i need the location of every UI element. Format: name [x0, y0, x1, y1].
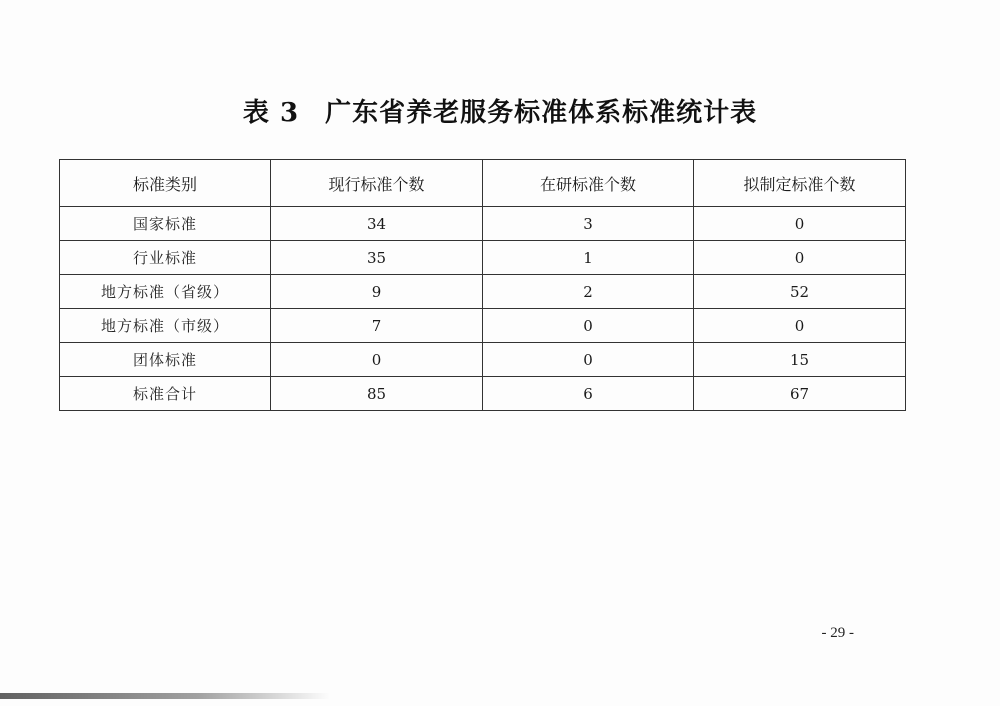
- header-current-count: 现行标准个数: [271, 160, 483, 207]
- row-in-research: 2: [483, 275, 694, 309]
- row-in-research: 1: [483, 241, 694, 275]
- row-category: 地方标准（省级）: [60, 275, 271, 309]
- table-title-text: 广东省养老服务标准体系标准统计表: [325, 98, 758, 128]
- header-planned-count: 拟制定标准个数: [694, 160, 906, 207]
- table-title: [0, 92, 1000, 129]
- table-row: [60, 275, 906, 309]
- scan-edge-shadow: [0, 693, 330, 699]
- row-current: 34: [271, 207, 483, 241]
- row-planned: 15: [694, 343, 906, 377]
- table-number: 表 3: [242, 98, 300, 128]
- row-current: 7: [271, 309, 483, 343]
- row-current: 0: [271, 343, 483, 377]
- row-planned: 0: [694, 241, 906, 275]
- row-in-research: 0: [483, 309, 694, 343]
- row-category: 国家标准: [60, 207, 271, 241]
- row-planned: 52: [694, 275, 906, 309]
- row-in-research: 0: [483, 343, 694, 377]
- row-category: 地方标准（市级）: [60, 309, 271, 343]
- table-row: [60, 207, 906, 241]
- header-in-research-count: 在研标准个数: [483, 160, 694, 207]
- header-category: 标准类别: [60, 160, 271, 207]
- row-category: 团体标准: [60, 343, 271, 377]
- row-current: 85: [271, 377, 483, 411]
- table-header-row: [60, 160, 906, 207]
- row-category: 行业标准: [60, 241, 271, 275]
- statistics-table: [59, 159, 906, 411]
- row-planned: 0: [694, 207, 906, 241]
- page-number: - 29 -: [821, 625, 854, 641]
- row-current: 9: [271, 275, 483, 309]
- row-current: 35: [271, 241, 483, 275]
- row-in-research: 6: [483, 377, 694, 411]
- table-total-row: [60, 377, 906, 411]
- table-row: [60, 241, 906, 275]
- table-row: [60, 343, 906, 377]
- row-planned: 0: [694, 309, 906, 343]
- table-row: [60, 309, 906, 343]
- row-in-research: 3: [483, 207, 694, 241]
- row-planned: 67: [694, 377, 906, 411]
- row-category: 标准合计: [60, 377, 271, 411]
